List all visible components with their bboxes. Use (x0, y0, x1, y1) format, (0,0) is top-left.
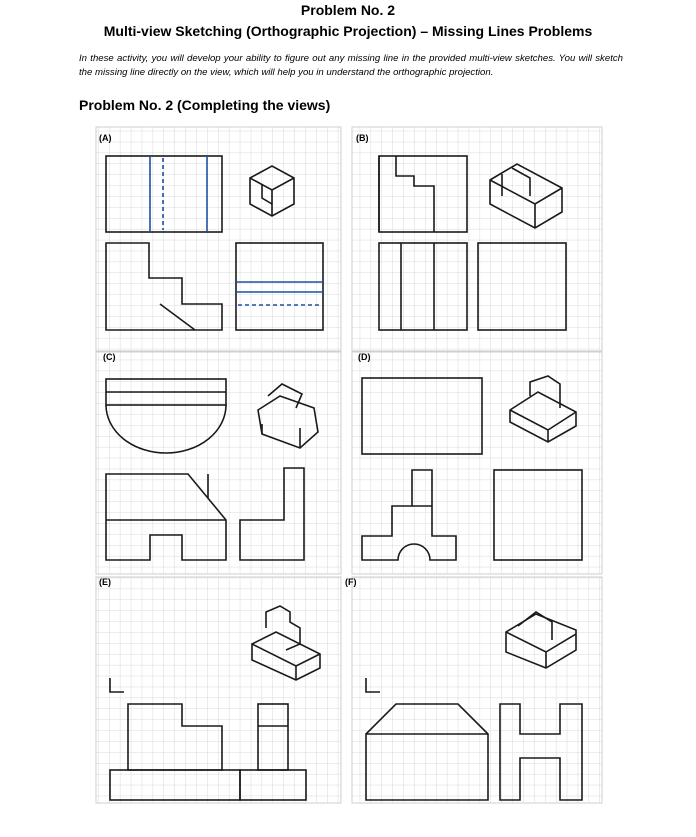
problem-label-b: (B) (356, 133, 369, 143)
intro-paragraph: In these activity, you will develop your ability to figure out any missing line in the provided multi-view sketches. You will sketch the missing line directly on the view, which will help you in understand the orthographic projection. (79, 53, 623, 78)
problem-label-f: (F) (345, 577, 357, 587)
grid-panel-f (352, 577, 602, 803)
grid-panel-e (96, 577, 341, 803)
grid-panel-a (96, 127, 341, 351)
problem-label-c: (C) (103, 352, 116, 362)
page-title: Problem No. 2 (300, 2, 396, 18)
grid-panel-d (352, 352, 602, 574)
problem-label-d: (D) (358, 352, 371, 362)
problem-label-e: (E) (99, 577, 111, 587)
problem-label-a: (A) (99, 133, 112, 143)
grid-panel-b (352, 127, 602, 351)
page-subtitle: Multi-view Sketching (Orthographic Projection) – Missing Lines Problems (103, 23, 593, 39)
section-heading: Problem No. 2 (Completing the views) (79, 97, 331, 113)
